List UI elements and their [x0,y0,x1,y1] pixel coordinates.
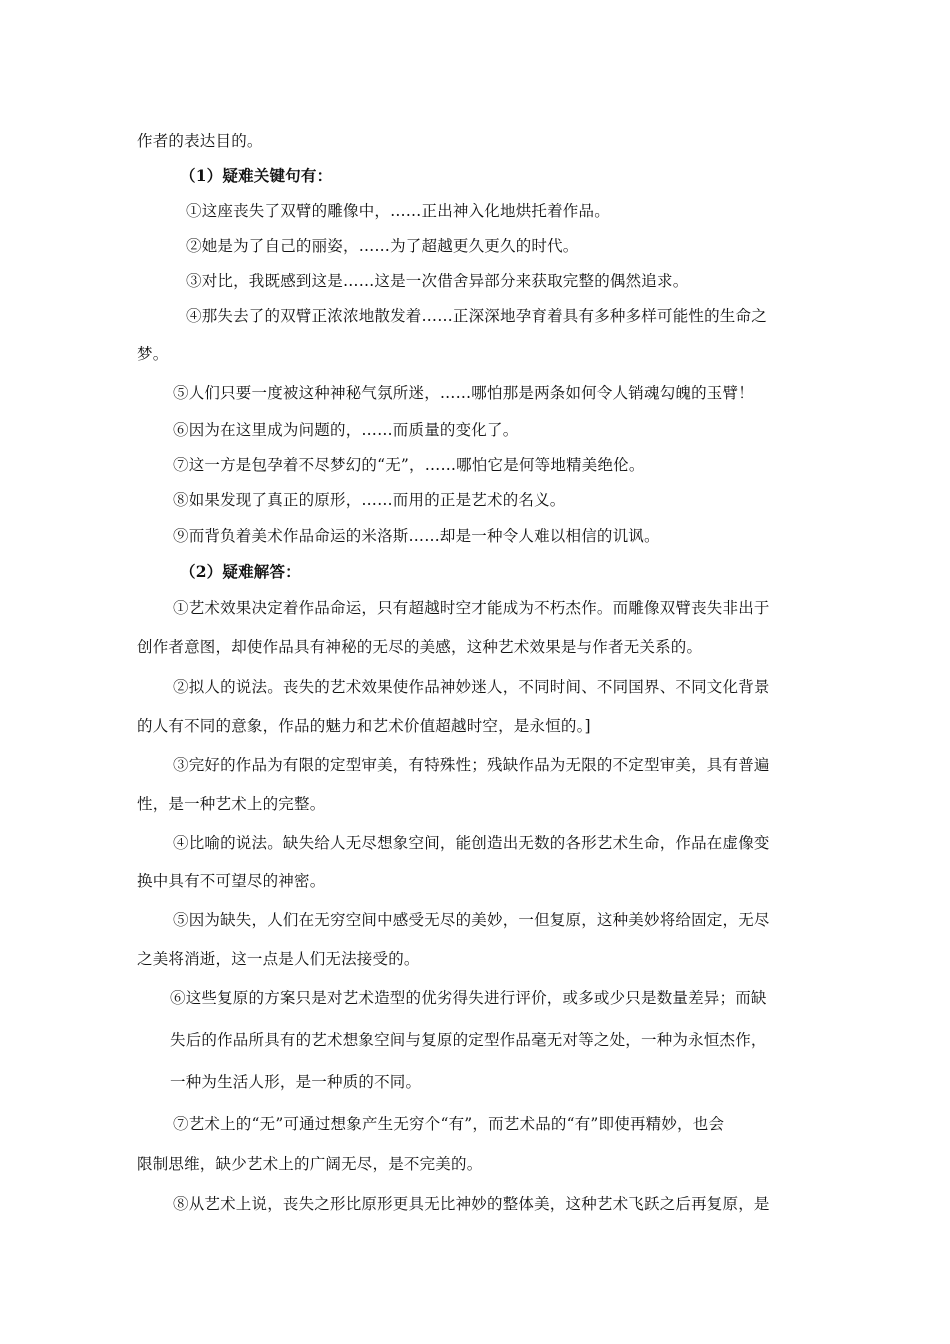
key-sentence-item: ②她是为了自己的丽姿，……为了超越更久更久的时代。 [186,237,579,255]
answer-item: ②拟人的说法。丧失的艺术效果使作品神妙迷人，不同时间、不同国界、不同文化背景 [173,678,770,696]
key-sentence-item: ⑦这一方是包孕着不尽梦幻的“无”，……哪怕它是何等地精美绝伦。 [173,456,645,474]
key-sentence-item: ④那失去了的双臂正浓浓地散发着……正深深地孕育着具有多种多样可能性的生命之 [186,307,767,325]
answer-item: ④比喻的说法。缺失给人无尽想象空间，能创造出无数的各形艺术生命，作品在虚像变 [173,834,770,852]
answer-item-continuation: 失后的作品所具有的艺术想象空间与复原的定型作品毫无对等之处，一种为永恒杰作， [170,1031,767,1049]
answer-item-continuation: 限制思维，缺少艺术上的广阔无尽，是不完美的。 [137,1155,483,1173]
key-sentence-item: ⑧如果发现了真正的原形，……而用的正是艺术的名义。 [173,491,566,509]
answer-item-continuation: 性，是一种艺术上的完整。 [137,795,326,813]
answer-item: ③完好的作品为有限的定型审美，有特殊性；残缺作品为无限的不定型审美，具有普遍 [173,756,770,774]
answer-item-continuation: 之美将消逝，这一点是人们无法接受的。 [137,950,420,968]
key-sentence-item: ⑨而背负着美术作品命运的米洛斯……却是一种令人难以相信的讥讽。 [173,527,660,545]
key-sentence-item: ③对比，我既感到这是……这是一次借舍异部分来获取完整的偶然追求。 [186,272,689,290]
section-heading-key-sentences: （1）疑难关键句有： [180,166,333,185]
section-heading-answers: （2）疑难解答： [180,562,301,581]
key-sentence-item: ①这座丧失了双臂的雕像中，……正出神入化地烘托着作品。 [186,202,610,220]
key-sentence-item: ⑥因为在这里成为问题的，……而质量的变化了。 [173,421,519,439]
paragraph-intro-tail: 作者的表达目的。 [137,132,263,150]
answer-item: ⑥这些复原的方案只是对艺术造型的优劣得失进行评价，或多或少只是数量差异；而缺 [170,989,767,1007]
key-sentence-item-continuation: 梦。 [137,345,169,363]
answer-item-continuation: 换中具有不可望尽的神密。 [137,872,326,890]
answer-item: ⑦艺术上的“无”可通过想象产生无穷个“有”，而艺术品的“有”即使再精妙，也会 [173,1115,725,1133]
answer-item-continuation: 的人有不同的意象，作品的魅力和艺术价值超越时空，是永恒的。] [137,717,591,735]
answer-item: ①艺术效果决定着作品命运，只有超越时空才能成为不朽杰作。而雕像双臂丧失非出于 [173,599,770,617]
answer-item-continuation: 一种为生活人形，是一种质的不同。 [170,1073,422,1091]
answer-item: ⑧从艺术上说，丧失之形比原形更具无比神妙的整体美，这种艺术飞跃之后再复原，是 [173,1195,770,1213]
key-sentence-item: ⑤人们只要一度被这种神秘气氛所迷，……哪怕那是两条如何令人销魂勾魄的玉臂！ [173,384,754,402]
answer-item: ⑤因为缺失，人们在无穷空间中感受无尽的美妙，一但复原，这种美妙将给固定，无尽 [173,911,770,929]
answer-item-continuation: 创作者意图，却使作品具有神秘的无尽的美感，这种艺术效果是与作者无关系的。 [137,638,703,656]
